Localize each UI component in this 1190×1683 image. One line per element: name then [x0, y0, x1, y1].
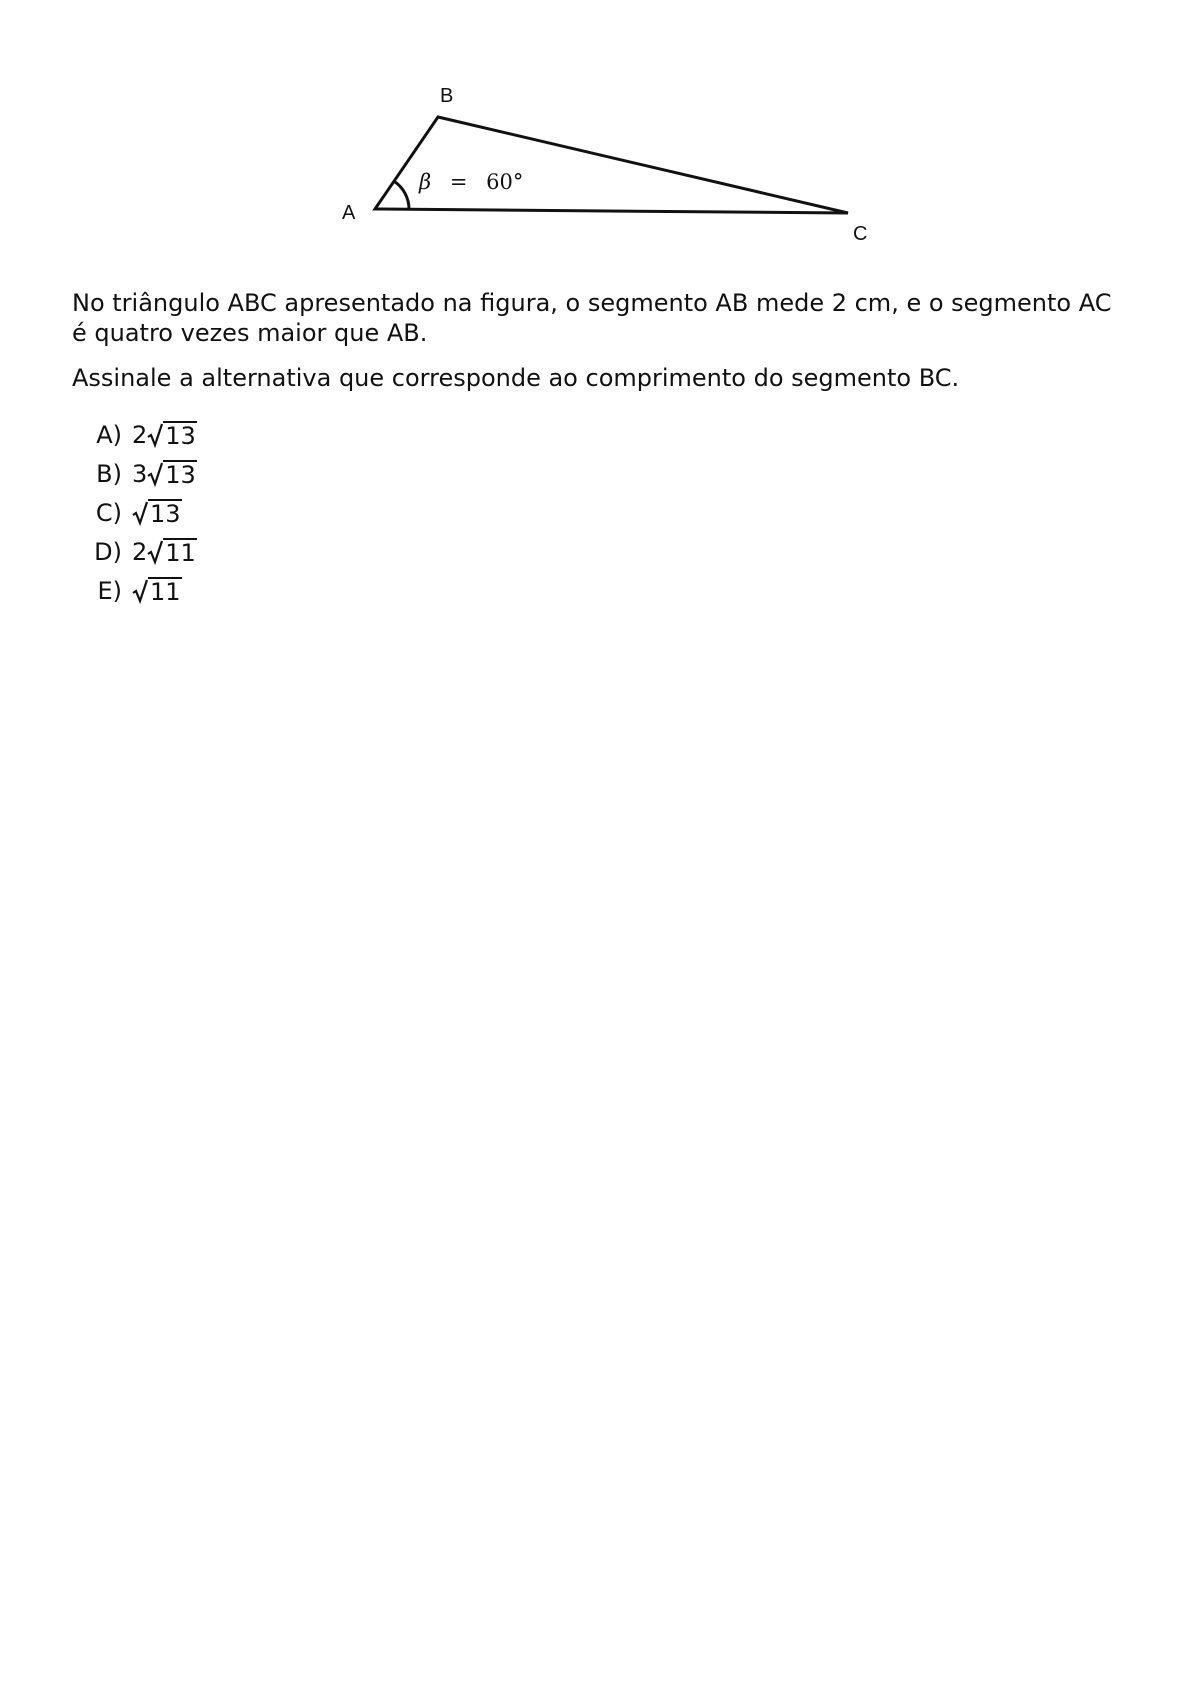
triangle-figure — [0, 0, 1190, 260]
option-a[interactable] — [84, 415, 197, 454]
option-radical — [147, 459, 197, 488]
vertex-label-a: A — [342, 202, 356, 224]
option-e[interactable] — [84, 571, 197, 610]
option-coefficient: 2 — [132, 537, 148, 566]
option-coefficient: 2 — [132, 420, 148, 449]
question-statement: No triângulo ABC apresentado na figura, o segmento AB mede 2 cm, e o segmento AC é quatro vezes maior que AB. — [72, 289, 1112, 347]
answer-options — [84, 415, 197, 610]
angle-equals: = — [449, 170, 468, 194]
option-letter: C) — [95, 498, 122, 527]
option-letter: E) — [97, 576, 122, 605]
square-root-icon — [132, 500, 148, 526]
option-d[interactable] — [84, 532, 197, 571]
angle-value: 60° — [486, 170, 524, 194]
square-root-icon — [147, 422, 163, 448]
vertex-label-b: B — [440, 85, 454, 107]
option-radical — [132, 498, 182, 527]
vertex-label-c: C — [853, 223, 868, 245]
option-radical — [132, 576, 182, 605]
option-radicand: 13 — [150, 500, 181, 528]
square-root-icon — [147, 461, 163, 487]
option-radicand: 11 — [165, 539, 196, 567]
square-root-icon — [132, 578, 148, 604]
question-instruction: Assinale a alternativa que corresponde ao comprimento do segmento BC. — [72, 364, 960, 392]
option-b[interactable] — [84, 454, 197, 493]
option-radical — [147, 537, 197, 566]
option-radicand: 13 — [165, 422, 196, 450]
option-radical — [147, 420, 197, 449]
option-c[interactable] — [84, 493, 197, 532]
angle-symbol: β — [419, 170, 432, 194]
square-root-icon — [147, 539, 163, 565]
option-letter: D) — [94, 537, 122, 566]
option-letter: B) — [96, 459, 122, 488]
option-letter: A) — [96, 420, 122, 449]
option-radicand: 11 — [150, 578, 181, 606]
angle-arc — [394, 181, 409, 209]
triangle-abc — [375, 117, 848, 213]
option-coefficient: 3 — [132, 459, 148, 488]
option-radicand: 13 — [165, 461, 196, 489]
angle-label — [418, 170, 523, 194]
